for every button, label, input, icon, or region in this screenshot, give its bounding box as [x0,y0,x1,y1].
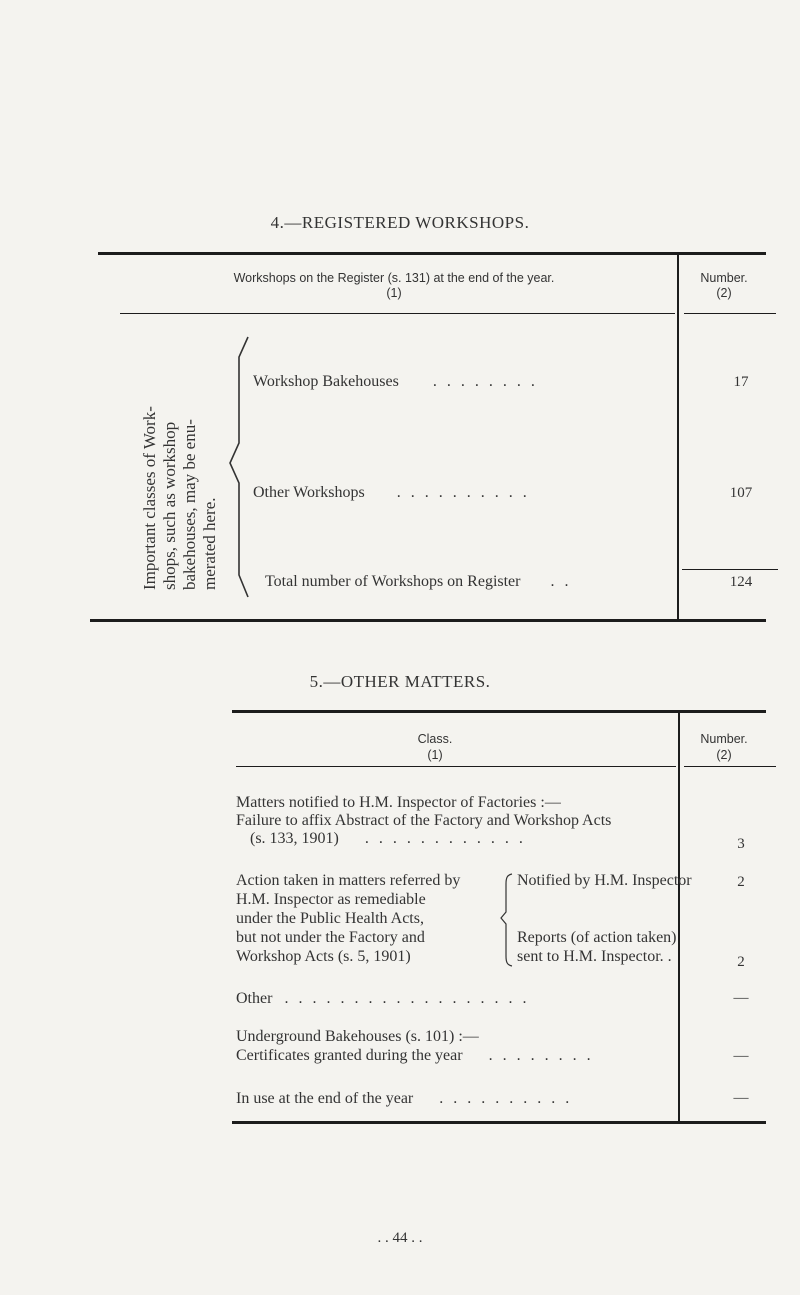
table-5-col1-header: Class. [417,732,453,746]
row-dots: . . [550,573,572,590]
section-4-title: 4.—REGISTERED WORKSHOPS. [270,213,530,232]
notified-value: 2 [737,874,745,890]
table-5-top-rule [232,710,766,713]
notified-label: Notified by H.M. Inspector [517,872,692,889]
failure-value: 3 [737,836,745,852]
in-use-label: In use at the end of the year [236,1090,414,1107]
row-dots: . . . . . . . . . . [396,484,530,501]
row-total [265,573,571,591]
row-workshop-bakehouses [253,373,538,391]
other-row [236,990,529,1008]
table-4-header-rule-right [684,313,776,314]
other-dots: . . . . . . . . . . . . . . . . . . [284,990,530,1007]
section-5-title: 5.—OTHER MATTERS. [309,672,491,691]
action-line-5: Workshop Acts (s. 5, 1901) [236,948,411,965]
side-label-line-3: bakehouses, may be enu- [180,419,199,590]
certificates-value: — [733,1048,749,1064]
table-4-header-rule-left [120,313,675,314]
side-label-line-1: Important classes of Work- [140,406,159,590]
row-label: Total number of Workshops on Register [265,573,521,590]
table-5-bottom-rule [232,1121,766,1124]
table-4-col1-index: (1) [386,286,402,300]
certificates-dots: . . . . . . . . [488,1047,594,1064]
reports-line-2: sent to H.M. Inspector. . [517,948,672,965]
matters-heading: Matters notified to H.M. Inspector of Factories :— [236,794,561,811]
table-5-header-rule-right [684,766,776,767]
row-label: Workshop Bakehouses [253,373,399,390]
failure-dots: . . . . . . . . . . . . [364,830,526,847]
brace-icon [226,335,256,600]
action-line-2: H.M. Inspector as remediable [236,891,426,908]
table-5-column-divider [678,713,680,1123]
action-line-1: Action taken in matters referred by [236,872,461,889]
table-4-col2-index: (2) [716,286,732,300]
table-4-col2-header: Number. [700,271,748,285]
failure-label: (s. 133, 1901) [250,830,339,847]
total-rule [682,569,778,570]
failure-line-2 [250,830,526,848]
side-label [140,340,240,590]
row-label: Other Workshops [253,484,365,501]
failure-line-1: Failure to affix Abstract of the Factory and Workshop Acts [236,812,612,829]
table-4-column-divider [677,255,679,621]
reports-value: 2 [737,954,745,970]
certificates-row [236,1047,594,1065]
reports-line-1: Reports (of action taken) [517,929,677,946]
action-brace-icon [500,872,516,968]
action-line-4: but not under the Factory and [236,929,425,946]
page-number: . . 44 . . [377,1230,423,1246]
table-4-bottom-rule [90,619,766,622]
row-dots: . . . . . . . . [432,373,538,390]
row-workshop-bakehouses-value: 17 [733,374,749,390]
row-total-value: 124 [729,574,753,590]
in-use-value: — [733,1090,749,1106]
table-5-col1-index: (1) [427,748,443,762]
row-other-workshops-value: 107 [729,485,753,501]
other-label: Other [236,990,273,1007]
certificates-label: Certificates granted during the year [236,1047,463,1064]
row-other-workshops [253,484,530,502]
table-4-col1-header: Workshops on the Register (s. 131) at the end of the year. [233,271,555,285]
side-label-line-4: merated here. [200,497,219,590]
table-5-col2-header: Number. [700,732,748,746]
action-line-3: under the Public Health Acts, [236,910,424,927]
table-5-header-rule-left [236,766,676,767]
underground-heading: Underground Bakehouses (s. 101) :— [236,1028,479,1045]
other-value: — [733,990,749,1006]
side-label-line-2: shops, such as workshop [160,421,179,590]
in-use-dots: . . . . . . . . . . [439,1090,573,1107]
table-5-col2-index: (2) [716,748,732,762]
table-4-top-rule [98,252,766,255]
in-use-row [236,1090,572,1108]
